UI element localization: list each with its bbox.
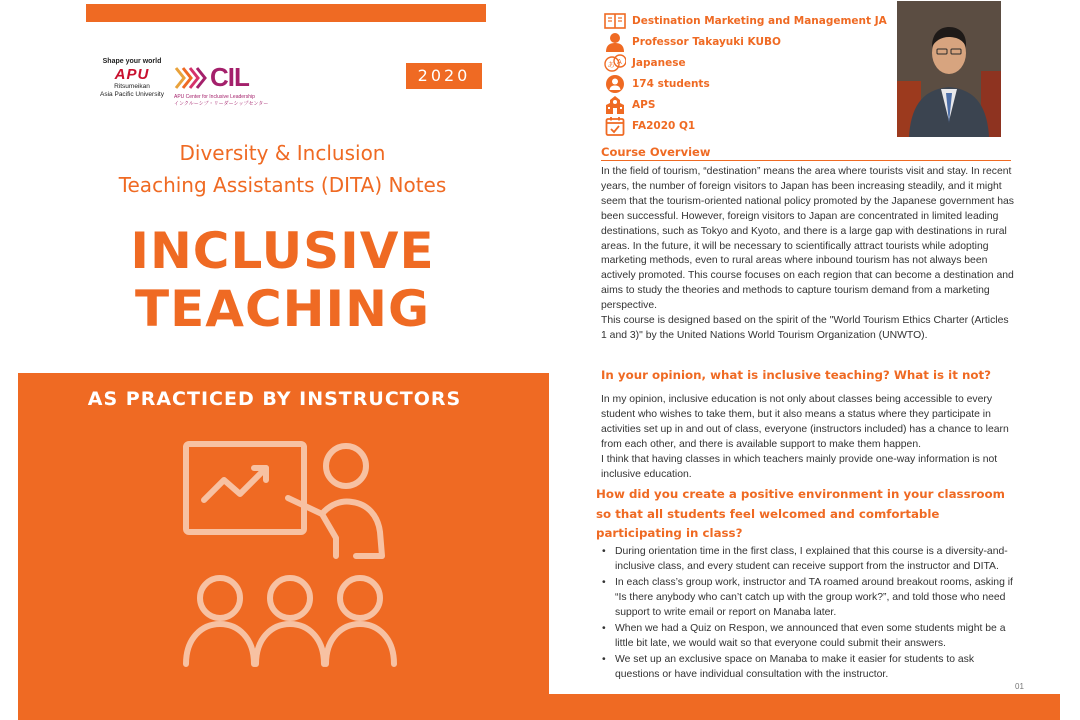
page-number: 01 xyxy=(1015,682,1024,691)
apu-mark: APU xyxy=(114,66,150,83)
answer-2-list xyxy=(599,544,1013,683)
overview-paragraph: In the field of tourism, “destination” means the area where tourists visit and stay. In recent years, the number of foreign visitors to Japan has been increasing steadily, and it might seem that the tourism-oriented national policy promoted by the Japanese government has been successful. However, foreign visitors to Japan are concentrated in limited leading destinations, such as Tokyo and Kyoto, and there is a large gap with destinations in rural areas. In the future, it will be necessary to scientifically attract tourists while adopting marketing methods, even to rural areas where inbound tourism has not always been actively promoted. This course focuses on each region that can become a destination and aims to study the theories and methods to capture tourism demand from a marketing perspective. xyxy=(601,166,1014,312)
list-item: • In each class’s group work, instructor and TA roamed around breakout rooms, asking if “Is there anybody who can’t catch up with the group work?”, and told those who need support to write email or report on Manaba later. xyxy=(599,575,1013,620)
course-overview-heading: Course Overview xyxy=(601,145,1011,161)
main-title-line1: INCLUSIVE xyxy=(130,222,435,280)
question-2-heading: How did you create a positive environment in your classroom so that all students feel welcomed and comfortable participating in class? xyxy=(596,487,1005,540)
instructor-row xyxy=(604,31,894,52)
list-item: • We set up an exclusive space on Manaba to make it easier for students to ask questions or have individual consultation with the instructor. xyxy=(599,652,1013,682)
language-icon xyxy=(604,54,626,72)
students-count: 174 students xyxy=(632,77,710,90)
language-glyph-jp: あ xyxy=(607,60,615,69)
instructor-name: Professor Takayuki KUBO xyxy=(632,35,781,48)
cil-subtitle-en: APU Center for Inclusive Leadership xyxy=(174,94,255,100)
course-info-list xyxy=(604,10,894,136)
dita-title xyxy=(60,137,505,201)
subtitle: AS PRACTICED BY INSTRUCTORS xyxy=(87,388,462,410)
logo-group xyxy=(92,58,272,114)
apu-logo xyxy=(92,58,172,99)
year-badge: 2020 xyxy=(406,63,482,89)
dita-title-line1: Diversity & Inclusion xyxy=(179,141,386,165)
cil-mark: CIL xyxy=(210,62,249,92)
language-glyph-en: A xyxy=(617,57,622,66)
list-item: • During orientation time in the first class, I explained that this course is a diversity-and-inclusive class, and every student can receive support from the instructor and DITA. xyxy=(599,544,1013,574)
instructor-photo xyxy=(897,1,1001,137)
apu-name-line2: Asia Pacific University xyxy=(100,91,164,98)
cil-logo xyxy=(174,62,274,107)
course-icon xyxy=(604,13,626,29)
term-value: FA2020 Q1 xyxy=(632,119,696,132)
students-row xyxy=(604,73,894,94)
answer-1 xyxy=(601,392,1013,482)
term-row xyxy=(604,115,894,136)
answer-paragraph: In my opinion, inclusive education is not only about classes being accessible to every student who wishes to take them, but it also means a status where they participate in activities set up in and out of class, everyone (instructors included) has a chance to learn from each other, and there is available support to make them happen. xyxy=(601,394,1009,450)
question-1-heading: In your opinion, what is inclusive teaching? What is it not? xyxy=(601,368,991,382)
course-row xyxy=(604,10,894,31)
college-value: APS xyxy=(632,98,656,111)
apu-name-line1: Ritsumeikan xyxy=(114,83,150,90)
calendar-icon xyxy=(605,116,625,136)
college-row xyxy=(604,94,894,115)
apu-tagline: Shape your world xyxy=(102,58,162,65)
teaching-illustration-icon xyxy=(160,428,420,668)
students-icon xyxy=(605,74,625,94)
list-item: • When we had a Quiz on Respon, we announced that even some students might be a little bit late, we would wait so that everyone could submit their answers. xyxy=(599,621,1013,651)
person-icon xyxy=(605,32,625,52)
main-title xyxy=(60,222,505,338)
dita-title-line2: Teaching Assistants (DITA) Notes xyxy=(118,173,447,197)
cil-subtitle-jp: インクルーシブ・リーダーシップセンター xyxy=(174,101,269,107)
course-name: Destination Marketing and Management JA xyxy=(632,14,887,27)
footer-bar xyxy=(549,694,1060,720)
instructor-portrait-icon xyxy=(897,1,1001,137)
main-title-line2: TEACHING xyxy=(135,280,430,338)
school-icon xyxy=(605,95,625,115)
overview-paragraph: This course is designed based on the spirit of the "World Tourism Ethics Charter (Articles 1 and 3)" by the United Nations World Tourism Organization (UNWTO). xyxy=(601,315,1009,341)
course-overview-body xyxy=(601,165,1016,344)
language-value: Japanese xyxy=(632,56,686,69)
header-bar xyxy=(86,4,486,22)
cil-chevrons-icon xyxy=(174,65,208,91)
answer-paragraph: I think that having classes in which teachers mainly provide one-way information is not inclusive education. xyxy=(601,454,998,480)
language-row xyxy=(604,52,894,73)
